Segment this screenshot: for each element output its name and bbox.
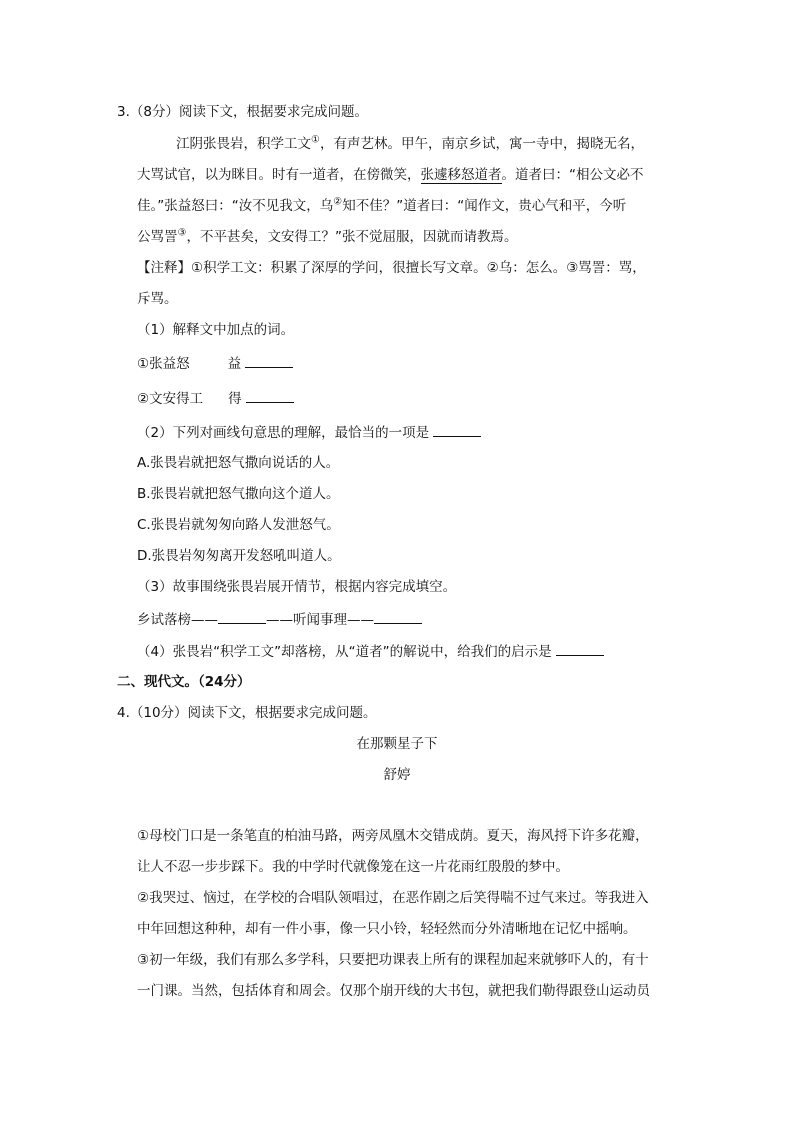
answer-blank[interactable] (218, 609, 266, 624)
answer-blank[interactable] (246, 388, 294, 403)
q3-sub2: （2）下列对画线句意思的理解，最恰当的一项是 (137, 422, 481, 443)
paragraph-1-line-1: ①母校门口是一条笔直的柏油马路，两旁凤凰木交错成荫。夏天，海风捋下许多花瓣， (137, 828, 649, 844)
option-d: D.张畏岩匆匆离开发怒吼叫道人。 (137, 548, 341, 564)
answer-blank[interactable] (374, 609, 422, 624)
underlined-sentence: 张遽移怒道者 (420, 167, 502, 183)
q4-header: 4.（10分）阅读下文，根据要求完成问题。 (117, 705, 377, 721)
footnote-marker-1: ① (311, 134, 320, 146)
footnote-marker-2: ② (333, 196, 343, 208)
q3-sub1: （1）解释文中加点的词。 (137, 322, 295, 338)
answer-blank[interactable] (433, 422, 481, 437)
q3-sub3: （3）故事围绕张畏岩展开情节，根据内容完成填空。 (137, 579, 457, 595)
answer-blank[interactable] (556, 641, 604, 656)
q3-note-line-1: 【注释】①积学工文：积累了深厚的学问，很擅长写文章。②乌：怎么。③骂詈：骂， (137, 260, 646, 276)
paragraph-2-line-1: ②我哭过、恼过，在学校的合唱队领唱过，在恶作剧之后笑得喘不过气来过。等我进入 (137, 890, 649, 906)
q3-sub1-b: ②文安得工 得 (137, 388, 294, 409)
paragraph-3-line-1: ③初一年级，我们有那么多学科，只要把功课表上所有的课程加起来就够吓人的，有十 (137, 952, 649, 968)
paragraph-2-line-2: 中年回想这种种，却有一件小事，像一只小铃，轻轻然而分外清晰地在记忆中摇响。 (137, 921, 637, 937)
article-title: 在那颗星子下 (356, 736, 438, 752)
q3-note-line-2: 斥骂。 (137, 291, 178, 307)
paragraph-3-line-2: 一门课。当然，包括体育和周会。仅那个崩开线的大书包，就把我们勒得跟登山运动员 (137, 983, 650, 999)
q3-passage-line-4: 公骂詈③，不平甚矣，文安得工？”张不觉屈服，因就而请教焉。 (137, 227, 518, 245)
q3-sub3-sequence: 乡试落榜—— ——听闻事理—— (137, 609, 422, 630)
q3-header: 3.（8分）阅读下文，根据要求完成问题。 (117, 104, 368, 120)
q3-sub4: （4）张畏岩“积学工文”却落榜，从“道者”的解说中，给我们的启示是 (137, 641, 604, 662)
q3-passage-line-2: 大骂试官，以为眯目。时有一道者，在傍微笑，张遽移怒道者。道者曰：“相公文必不 (137, 167, 644, 183)
answer-blank[interactable] (245, 353, 293, 368)
option-a: A.张畏岩就把怒气撒向说话的人。 (137, 455, 340, 471)
q3-passage-line-1: 江阴张畏岩，积学工文①，有声艺林。甲午，南京乡试，寓一寺中，揭晓无名， (176, 134, 644, 152)
paragraph-1-line-2: 让人不忍一步步踩下。我的中学时代就像笼在这一片花雨红殷殷的梦中。 (137, 859, 569, 875)
option-c: C.张畏岩就匆匆向路人发泄怒气。 (137, 517, 340, 533)
q3-sub1-a: ①张益怒 益 (137, 353, 293, 374)
section-2-heading: 二、现代文。（24分） (117, 674, 251, 690)
article-author: 舒婷 (383, 767, 411, 783)
option-b: B.张畏岩就把怒气撒向这个道人。 (137, 486, 340, 502)
footnote-marker-3: ③ (177, 227, 187, 239)
q3-passage-line-3: 佳。”张益怒曰：“汝不见我文，乌②知不佳？”道者曰：“闻作文，贵心气和平，今听 (137, 196, 627, 214)
